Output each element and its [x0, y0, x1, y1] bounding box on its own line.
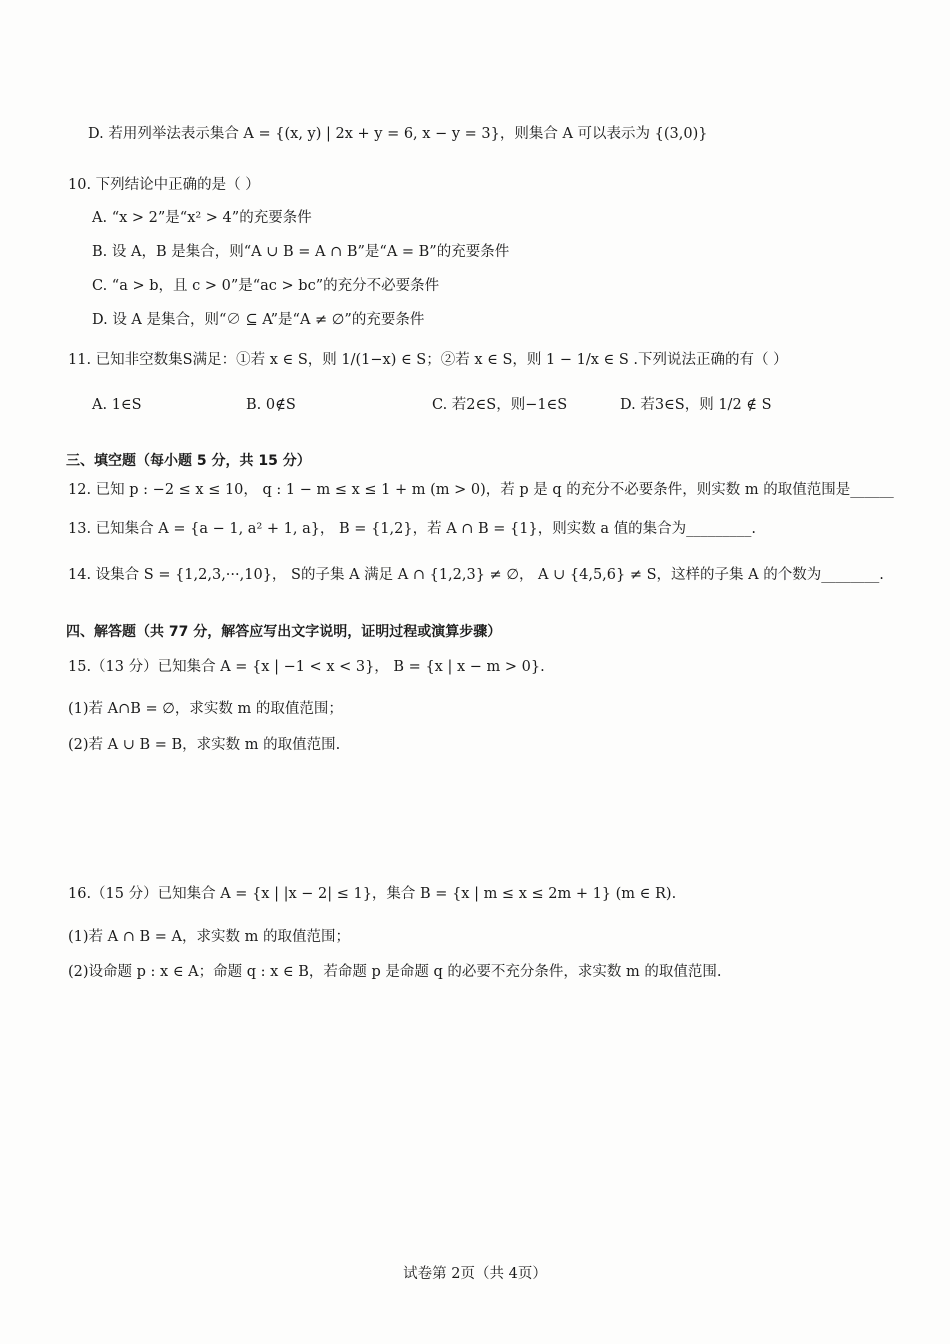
question-10-option-d: D. 设 A 是集合，则“∅ ⊆ A”是“A ≠ ∅”的充要条件 — [92, 312, 425, 328]
question-10-option-a: A. “x > 2”是“x² > 4”的充要条件 — [92, 210, 312, 226]
page-footer: 试卷第 2页（共 4页） — [403, 1266, 547, 1282]
question-9-option-d: D. 若用列举法表示集合 A = {(x, y) | 2x + y = 6, x − y = 3}，则集合 A 可以表示为 {(3,0)} — [88, 126, 708, 142]
question-11-option-d: D. 若3∈S，则 1/2 ∉ S — [620, 397, 772, 413]
question-15-part-1: (1)若 A∩B = ∅，求实数 m 的取值范围； — [68, 701, 343, 717]
question-12: 12. 已知 p : −2 ≤ x ≤ 10， q : 1 − m ≤ x ≤ 1 + m (m > 0)，若 p 是 q 的充分不必要条件，则实数 m 的取值范围是______ — [68, 482, 894, 498]
question-16-stem: 16.（15 分）已知集合 A = {x | |x − 2| ≤ 1}，集合 B = {x | m ≤ x ≤ 2m + 1} (m ∈ R). — [68, 886, 677, 902]
question-14: 14. 设集合 S = {1,2,3,···,10}， S的子集 A 满足 A ∩ {1,2,3} ≠ ∅， A ∪ {4,5,6} ≠ S，这样的子集 A 的个数为________. — [68, 567, 884, 583]
section-4-heading: 四、解答题（共 77 分，解答应写出文字说明，证明过程或演算步骤） — [66, 624, 502, 640]
question-13: 13. 已知集合 A = {a − 1, a² + 1, a}， B = {1,2}，若 A ∩ B = {1}，则实数 a 值的集合为_________. — [68, 521, 756, 537]
question-16-part-1: (1)若 A ∩ B = A，求实数 m 的取值范围； — [68, 929, 350, 945]
question-11-option-a: A. 1∈S — [92, 397, 142, 413]
question-11-option-b: B. 0∉S — [246, 397, 296, 413]
question-10-stem: 10. 下列结论中正确的是（ ） — [68, 177, 260, 193]
section-3-heading: 三、填空题（每小题 5 分，共 15 分） — [66, 453, 311, 469]
question-11-stem: 11. 已知非空数集S满足：①若 x ∈ S，则 1/(1−x) ∈ S；②若 x ∈ S，则 1 − 1/x ∈ S .下列说法正确的有（ ） — [68, 352, 788, 368]
question-10-option-c: C. “a > b，且 c > 0”是“ac > bc”的充分不必要条件 — [92, 278, 440, 294]
question-15-stem: 15.（13 分）已知集合 A = {x | −1 < x < 3}， B = {x | x − m > 0}. — [68, 659, 545, 675]
question-15-part-2: (2)若 A ∪ B = B，求实数 m 的取值范围. — [68, 737, 341, 753]
question-11-option-c: C. 若2∈S，则−1∈S — [432, 397, 568, 413]
question-16-part-2: (2)设命题 p : x ∈ A；命题 q : x ∈ B，若命题 p 是命题 q 的必要不充分条件，求实数 m 的取值范围. — [68, 964, 722, 980]
question-10-option-b: B. 设 A，B 是集合，则“A ∪ B = A ∩ B”是“A = B”的充要条件 — [92, 244, 510, 260]
